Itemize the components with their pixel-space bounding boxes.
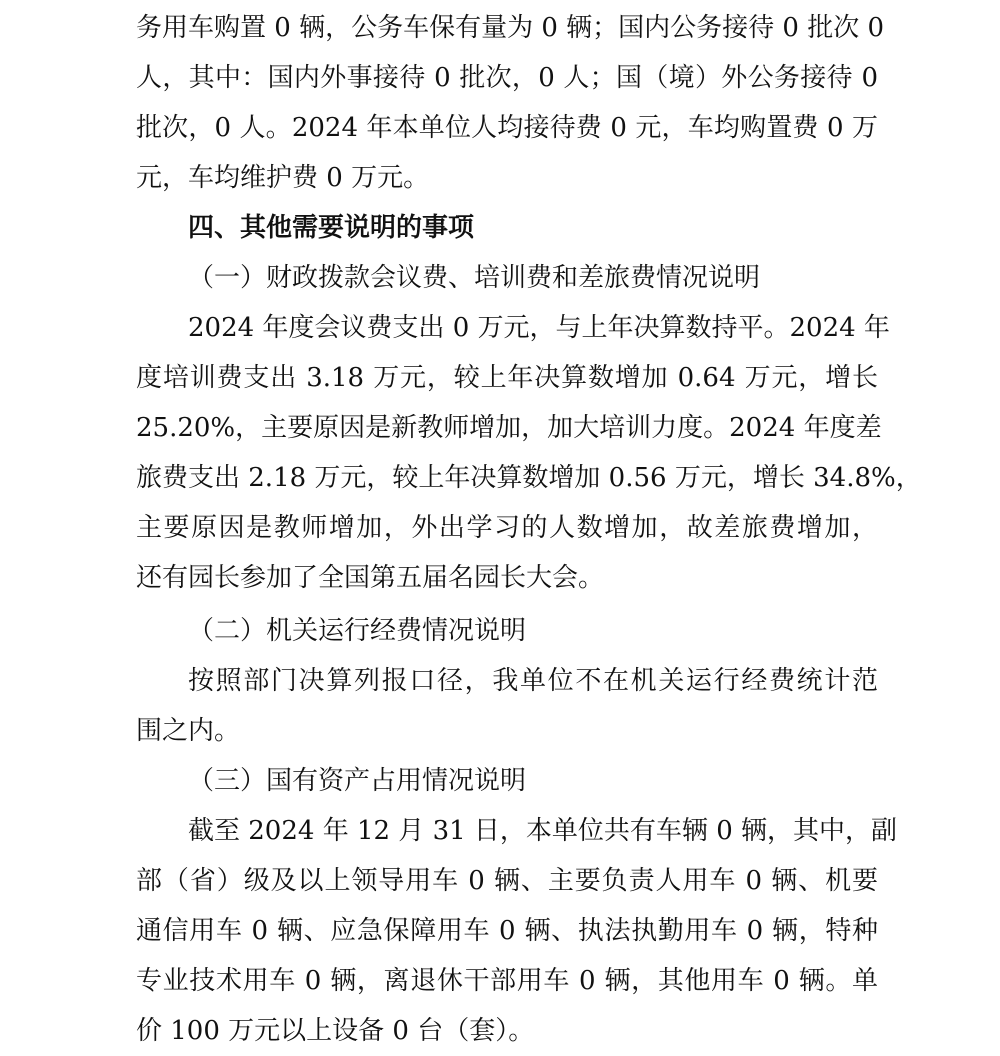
- subsection-3-heading: （三）国有资产占用情况说明: [188, 766, 527, 796]
- paragraph-4-line-5: 价 100 万元以上设备 0 台（套）。: [136, 1016, 535, 1046]
- paragraph-4-line-4: 专业技术用车 0 辆，离退休干部用车 0 辆，其他用车 0 辆。单: [136, 966, 878, 996]
- paragraph-4-line-2: 部（省）级及以上领导用车 0 辆、主要负责人用车 0 辆、机要: [136, 866, 878, 896]
- paragraph-2-line-4: 旅费支出 2.18 万元，较上年决算数增加 0.56 万元，增长 34.8%，: [136, 463, 922, 493]
- paragraph-3-line-1: 按照部门决算列报口径，我单位不在机关运行经费统计范: [188, 666, 878, 696]
- paragraph-2-line-5: 主要原因是教师增加，外出学习的人数增加，故差旅费增加，: [136, 513, 878, 543]
- paragraph-3-line-2: 围之内。: [136, 716, 241, 746]
- paragraph-1-line-2: 人，其中：国内外事接待 0 批次，0 人；国（境）外公务接待 0: [136, 63, 878, 93]
- paragraph-1-line-1: 务用车购置 0 辆，公务车保有量为 0 辆；国内公务接待 0 批次 0: [136, 13, 885, 43]
- paragraph-2-line-3: 25.20%，主要原因是新教师增加，加大培训力度。2024 年度差: [136, 413, 882, 443]
- subsection-2-heading: （二）机关运行经费情况说明: [188, 616, 527, 646]
- paragraph-2-line-1: 2024 年度会议费支出 0 万元，与上年决算数持平。2024 年: [188, 313, 890, 343]
- paragraph-2-line-6: 还有园长参加了全国第五届名园长大会。: [136, 563, 605, 593]
- paragraph-2-line-2: 度培训费支出 3.18 万元，较上年决算数增加 0.64 万元，增长: [136, 363, 878, 393]
- paragraph-1-line-3: 批次，0 人。2024 年本单位人均接待费 0 元，车均购置费 0 万: [136, 113, 878, 143]
- paragraph-4-line-3: 通信用车 0 辆、应急保障用车 0 辆、执法执勤用车 0 辆，特种: [136, 916, 878, 946]
- paragraph-1-line-4: 元，车均维护费 0 万元。: [136, 163, 430, 193]
- section-4-heading: 四、其他需要说明的事项: [188, 213, 475, 243]
- subsection-1-heading: （一）财政拨款会议费、培训费和差旅费情况说明: [188, 263, 761, 293]
- paragraph-4-line-1: 截至 2024 年 12 月 31 日，本单位共有车辆 0 辆，其中，副: [188, 816, 897, 846]
